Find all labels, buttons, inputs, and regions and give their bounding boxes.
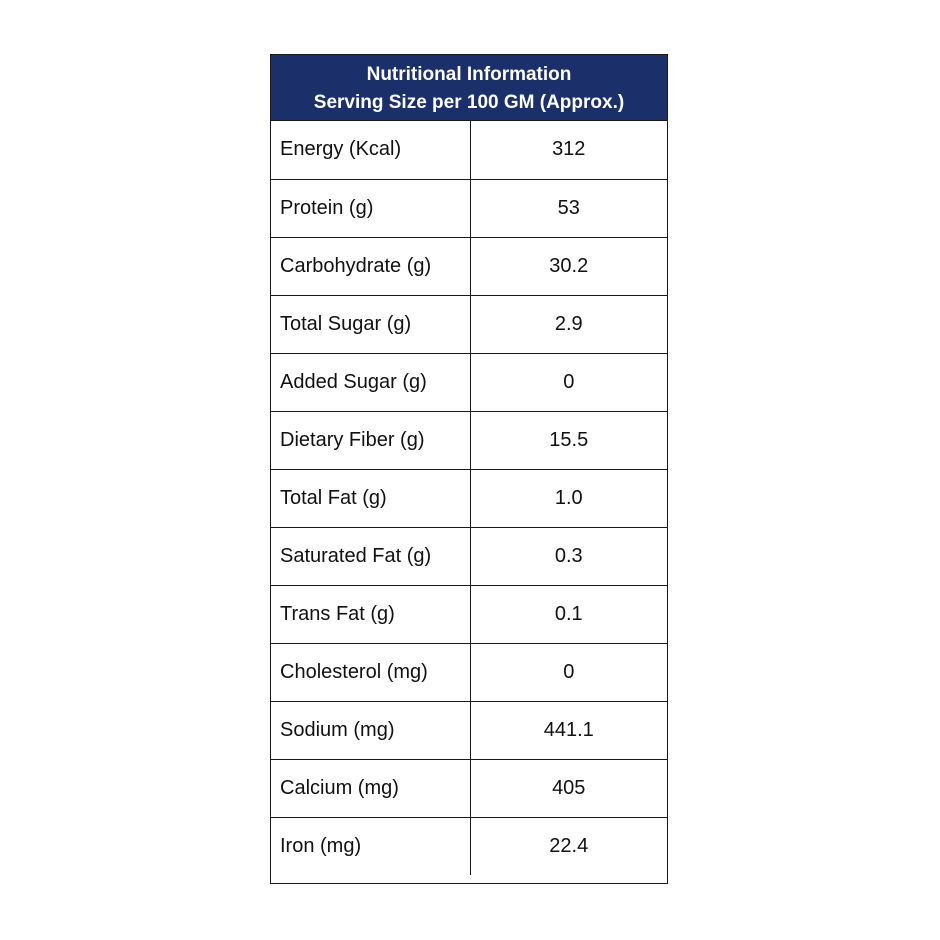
nutrient-label: Protein (g) [271, 179, 470, 237]
table-title: Nutritional Information [366, 64, 572, 85]
nutrient-value: 312 [552, 138, 586, 161]
table-row [271, 121, 667, 179]
nutrient-value: 0 [470, 643, 667, 701]
nutrient-value: 0.1 [470, 585, 667, 643]
nutrient-label: Cholesterol (mg) [271, 643, 470, 701]
nutrient-label: Added Sugar (g) [271, 353, 470, 411]
nutrient-value: 53 [470, 179, 667, 237]
table-row [271, 411, 667, 469]
table-row [271, 179, 667, 237]
nutrient-label: Dietary Fiber (g) [271, 411, 470, 469]
table-row [271, 237, 667, 295]
nutrient-label: Total Sugar (g) [271, 295, 470, 353]
nutrient-value: 1.0 [470, 469, 667, 527]
nutrient-label: Carbohydrate (g) [271, 237, 470, 295]
nutrient-value: 441.1 [470, 701, 667, 759]
nutrient-value: 0.3 [470, 527, 667, 585]
table-row [271, 643, 667, 701]
nutrient-value: 0 [470, 353, 667, 411]
nutrition-panel [270, 54, 668, 884]
table-header [271, 55, 667, 121]
table-row [271, 817, 667, 875]
table-row [271, 295, 667, 353]
table-row [271, 701, 667, 759]
nutrient-label: Trans Fat (g) [271, 585, 470, 643]
nutrient-label: Saturated Fat (g) [271, 527, 470, 585]
nutrient-label: Total Fat (g) [271, 469, 470, 527]
nutrition-table [271, 121, 667, 875]
table-subtitle: Serving Size per 100 GM (Approx.) [313, 92, 625, 113]
nutrient-value: 15.5 [470, 411, 667, 469]
table-row [271, 469, 667, 527]
table-row [271, 585, 667, 643]
table-row [271, 759, 667, 817]
nutrient-label: Sodium (mg) [271, 701, 470, 759]
nutrient-value: 405 [470, 759, 667, 817]
nutrient-label: Calcium (mg) [271, 759, 470, 817]
nutrient-value: 22.4 [470, 817, 667, 875]
nutrient-label: Iron (mg) [271, 817, 470, 875]
table-row [271, 353, 667, 411]
nutrient-value: 30.2 [470, 237, 667, 295]
nutrient-label: Energy (Kcal) [271, 121, 470, 179]
table-row [271, 527, 667, 585]
nutrient-value: 2.9 [470, 295, 667, 353]
